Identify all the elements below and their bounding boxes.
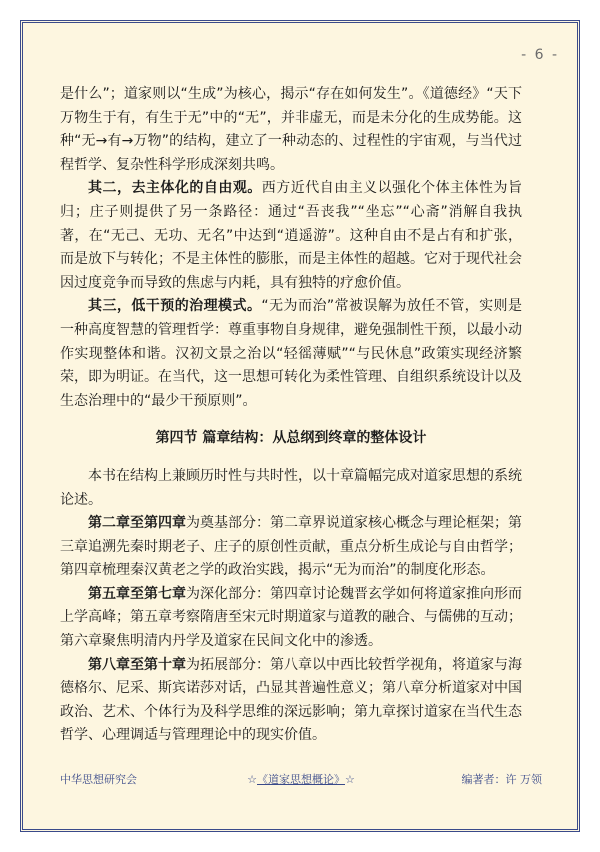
paragraph-third-point [60, 295, 522, 413]
paragraph-text: 为深化部分：第四章讨论魏晋玄学如何将道家推向形而上学高峰；第五章考察隋唐至宋元时期道家与道教的融合、与儒佛的互动；第六章聚焦明清内丹学及道家在民间文化中的渗透。 [60, 585, 522, 650]
paragraph-chapters-8-10 [60, 654, 522, 748]
paragraph-lead-bold: 第二章至第四章 [88, 515, 186, 532]
footer-organization: 中华思想研究会 [60, 773, 137, 786]
paragraph-chapters-2-4 [60, 512, 522, 583]
paragraph-text: 西方近代自由主义以强化个体主体性为旨归；庄子则提供了另一条路径：通过“吾丧我”“坐忘”“心斋”消解自我执著，在“无己、无功、无名”中达到“逍遥游”。这种自由不是占有和扩张，而是放下与转化；不是主体性的膨胀，而是主体性的超越。它对于现代社会因过度竞争而导致的焦虑与内耗，具有独特的疗愈价值。 [60, 180, 523, 291]
paragraph-text: “无为而治”常被误解为放任不管，实则是一种高度智慧的管理哲学：尊重事物自身规律，避免强制性干预，以最小动作实现整体和谐。汉初文景之治以“轻徭薄赋”“与民休息”政策实现经济繁荣，即为明证。在当代，这一思想可转化为柔性管理、自组织系统设计以及生态治理中的“最少干预原则”。 [60, 298, 523, 409]
paragraph-lead-bold: 第八章至第十章 [88, 656, 186, 673]
paragraph-continuation: 是什么”；道家则以“生成”为核心，揭示“存在如何发生”。《道德经》“天下万物生于有，有生于无”中的“无”，并非虚无，而是未分化的生成势能。这种“无→有→万物”的结构，建立了一种动态的、过程性的宇宙观，与当代过程哲学、复杂性科学形成深刻共鸣。 [60, 86, 522, 173]
footer-author: 编著者：许 万领 [461, 773, 542, 786]
page-number: - 6 - [521, 47, 559, 63]
paragraph-text: 为奠基部分：第二章界说道家核心概念与理论框架；第三章追溯先秦时期老子、庄子的原创性贡献，重点分析生成论与自由哲学；第四章梳理秦汉黄老之学的政治实践，揭示“无为而治”的制度化形态。 [60, 515, 522, 579]
paragraph-chapters-5-7 [60, 583, 522, 654]
page-footer [60, 771, 542, 789]
star-icon: ☆ [247, 773, 257, 786]
paragraph-lead-bold: 其二，去主体化的自由观。 [88, 180, 262, 197]
section-title: 第四节 篇章结构：从总纲到终章的整体设计 [155, 430, 427, 447]
paragraph-lead-bold: 第五章至第七章 [88, 585, 186, 602]
paragraph-text: 为拓展部分：第八章以中西比较哲学视角，将道家与海德格尔、尼采、斯宾诺莎对话，凸显其普遍性意义；第八章分析道家对中国政治、艺术、个体行为及科学思维的深远影响；第九章探讨道家在当代生态哲学、心理调适与管理理论中的现实价值。 [60, 656, 522, 744]
star-icon: ☆ [345, 773, 355, 786]
page-content [60, 83, 522, 748]
paragraph-second-point [60, 177, 522, 295]
paragraph-lead-bold: 其三，低干预的治理模式。 [88, 298, 262, 315]
book-title-link[interactable]: 《道家思想概论》 [257, 773, 345, 786]
paragraph-structure-intro: 本书在结构上兼顾历时性与共时性，以十章篇幅完成对道家思想的系统论述。 [60, 467, 522, 508]
